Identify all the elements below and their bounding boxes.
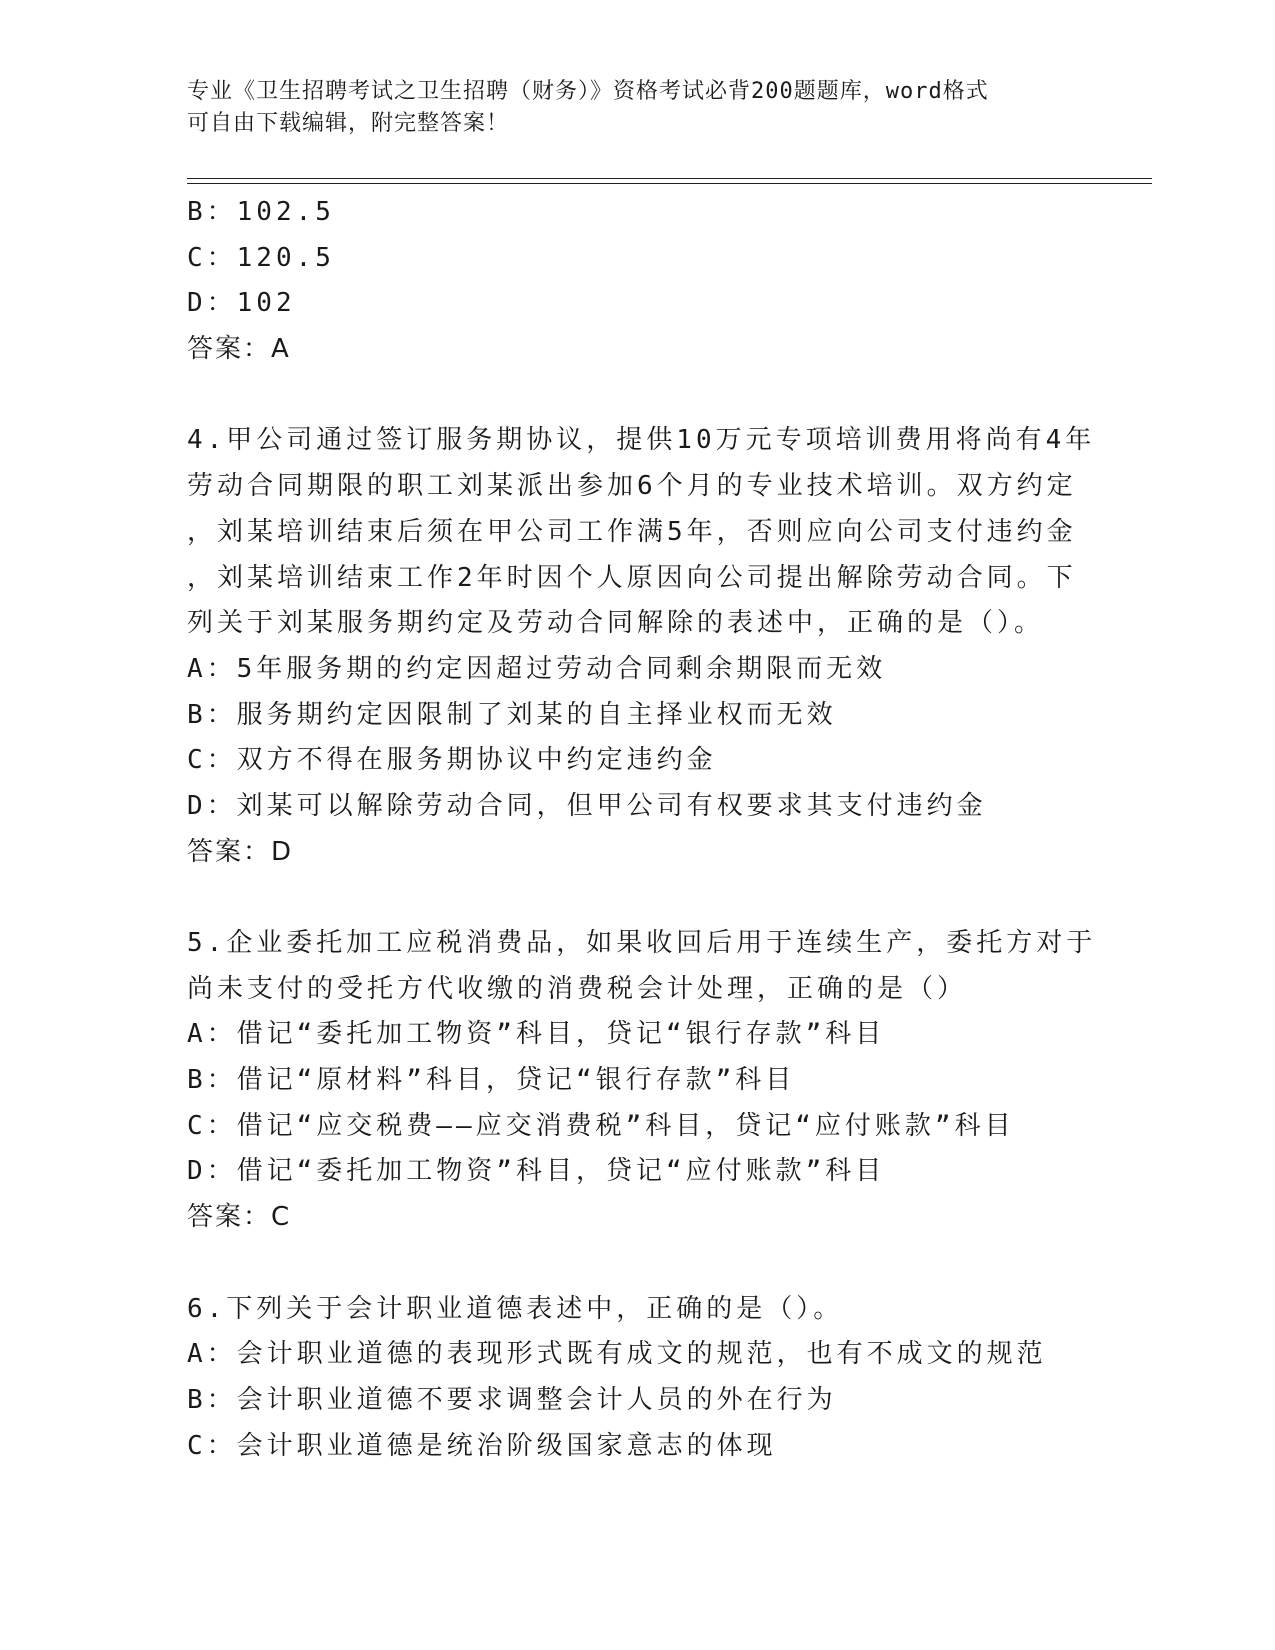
- header-title-line-1: 专业《卫生招聘考试之卫生招聘（财务）》资格考试必背200题题库，word格式: [187, 79, 989, 104]
- q5-option-b: B：借记“原材料”科目，贷记“银行存款”科目: [187, 1065, 796, 1096]
- header-title-line-2: 可自由下载编辑，附完整答案！: [187, 111, 510, 136]
- q4-stem-line: 劳动合同期限的职工刘某派出参加6个月的专业技术培训。双方约定: [187, 471, 1077, 502]
- question-4: [187, 418, 1096, 875]
- question-6: [187, 1287, 1087, 1470]
- document-header: [187, 76, 1067, 140]
- q5-stem-line: 尚未支付的受托方代收缴的消费税会计处理，正确的是（）: [187, 973, 968, 1004]
- q4-option-c: C：双方不得在服务期协议中约定违约金: [187, 745, 717, 776]
- spacer: [187, 373, 1087, 419]
- q3-answer: 答案：A: [187, 334, 291, 365]
- question-5: [187, 921, 1097, 1241]
- q4-option-b: B：服务期约定因限制了刘某的自主择业权而无效: [187, 699, 837, 730]
- q4-option-a: A：5年服务期的约定因超过劳动合同剩余期限而无效: [187, 653, 887, 684]
- q3-option-c: C：120.5: [187, 242, 335, 273]
- q4-answer: 答案：D: [187, 836, 294, 867]
- q3-option-b: B：102.5: [187, 197, 335, 227]
- question-3-tail: [187, 190, 1087, 373]
- question-list: [187, 190, 1097, 1469]
- q4-stem-line: ，刘某培训结束工作2年时因个人原因向公司提出解除劳动合同。下: [187, 562, 1077, 593]
- spacer: [187, 875, 1087, 921]
- header-divider-top: [187, 178, 1152, 179]
- q4-stem-line: 列关于刘某服务期约定及劳动合同解除的表述中，正确的是（）。: [187, 608, 1045, 639]
- q4-stem-line: 4.甲公司通过签订服务期协议，提供10万元专项培训费用将尚有4年: [187, 425, 1096, 456]
- q5-option-d: D：借记“委托加工物资”科目，贷记“应付账款”科目: [187, 1156, 886, 1187]
- q6-stem-line: 6.下列关于会计职业道德表述中，正确的是（）。: [187, 1293, 844, 1324]
- q5-option-a: A：借记“委托加工物资”科目，贷记“银行存款”科目: [187, 1019, 886, 1050]
- spacer: [187, 1241, 1087, 1287]
- q3-option-d: D：102: [187, 288, 296, 319]
- q5-answer: 答案：C: [187, 1202, 292, 1233]
- q4-option-d: D：刘某可以解除劳动合同，但甲公司有权要求其支付违约金: [187, 790, 987, 821]
- q6-option-b: B：会计职业道德不要求调整会计人员的外在行为: [187, 1384, 837, 1415]
- q6-option-c: C：会计职业道德是统治阶级国家意志的体现: [187, 1430, 777, 1461]
- q6-option-a: A：会计职业道德的表现形式既有成文的规范，也有不成文的规范: [187, 1339, 1047, 1370]
- q4-stem-line: ，刘某培训结束后须在甲公司工作满5年，否则应向公司支付违约金: [187, 516, 1077, 547]
- q5-stem-line: 5.企业委托加工应税消费品，如果收回后用于连续生产，委托方对于: [187, 928, 1097, 958]
- q5-option-c: C：借记“应交税费——应交消费税”科目，贷记“应付账款”科目: [187, 1110, 1015, 1141]
- header-divider-bottom: [187, 183, 1152, 184]
